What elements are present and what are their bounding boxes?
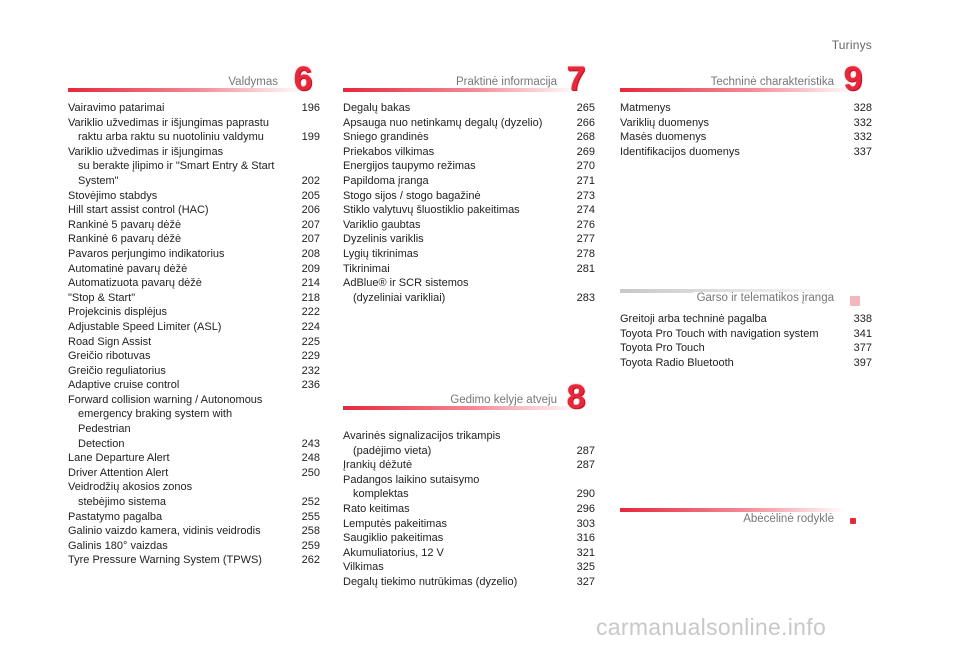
toc-entry[interactable] [68,276,320,291]
toc-entry-title: Lygių tikrinimas [343,247,419,260]
toc-list [343,101,595,305]
toc-entry[interactable] [68,451,320,466]
section-praktine [343,60,595,305]
toc-entry-title: Padangos laikino sutaisymo [343,473,480,486]
toc-entry-page-number: 207 [301,233,320,246]
toc-entry-title: Hill start assist control (HAC) [68,204,209,217]
toc-entry-page-number: 205 [301,189,320,202]
toc-entry[interactable] [343,232,595,247]
toc-entry[interactable] [343,262,595,277]
section-title[interactable]: Gedimo kelyje atveju [446,394,561,406]
toc-entry-page-number: 287 [576,459,595,472]
toc-entry-title: Toyota Pro Touch with navigation system [620,327,819,340]
toc-entry-page-number: 207 [301,218,320,231]
toc-entry-title: Akumuliatorius, 12 V [343,546,444,559]
section-abeceline [620,487,872,525]
toc-entry-page-number: 276 [576,218,595,231]
toc-entry-title: Vilkimas [343,561,384,574]
section-header [620,268,872,302]
toc-entry[interactable] [620,116,872,131]
toc-entry[interactable] [343,218,595,233]
toc-entry-page-number: 236 [301,379,320,392]
toc-entry[interactable] [68,524,320,539]
toc-entry-title-continued: su berakte įlipimo ir "Smart Entry & Start [78,160,275,173]
section-garso [620,268,872,370]
toc-entry-title: Road Sign Assist [68,335,152,348]
toc-entry-title: Energijos taupymo režimas [343,160,476,173]
toc-entry[interactable] [68,232,320,247]
toc-entry-title: Dyzelinis variklis [343,233,424,246]
toc-entry-page-number: 274 [576,204,595,217]
toc-entry-page-number: 214 [301,277,320,290]
section-header [620,60,872,101]
toc-list [620,312,872,370]
toc-entry-title: Veidrodžių akosios zonos [68,481,193,494]
toc-entry-title: Automatizuota pavarų dėžė [68,277,202,290]
toc-entry-title: Stovėjimo stabdys [68,189,158,202]
toc-entry-title: Įrankių dėžutė [343,459,413,472]
toc-entry-title: Saugiklio pakeitimas [343,532,444,545]
toc-entry-page-number: 303 [576,517,595,530]
toc-entry-title: Degalų bakas [343,102,411,114]
toc-entry-title: Rankinė 5 pavarų dėžė [68,218,182,231]
toc-entry-title: Matmenys [620,102,671,114]
toc-entry-page-number: 287 [576,444,595,457]
toc-entry-title: Toyota Radio Bluetooth [620,356,734,369]
toc-entry[interactable] [620,145,872,160]
toc-entry-title: Apsauga nuo netinkamų degalų (dyzelio) [343,116,543,129]
toc-entry-page-number: 328 [853,102,872,114]
toc-entry-title: Priekabos vilkimas [343,145,435,158]
toc-entry-page-number: 327 [576,575,595,588]
toc-entry-page-number: 316 [576,532,595,545]
toc-entry[interactable] [343,116,595,131]
section-title[interactable]: Valdymas [224,76,282,88]
toc-entry[interactable] [343,546,595,561]
toc-entry[interactable] [68,305,320,320]
toc-entry-title: AdBlue® ir SCR sistemos [343,277,469,290]
toc-entry[interactable] [68,466,320,481]
section-title[interactable]: Garso ir telematikos įranga [693,292,838,304]
toc-entry[interactable] [343,429,595,458]
toc-entry-title: Greičio ribotuvas [68,350,151,363]
toc-entry-title: Pastatymo pagalba [68,510,163,523]
toc-entry[interactable] [343,247,595,262]
toc-entry-page-number: 269 [576,145,595,158]
toc-entry-page-number: 296 [576,502,595,515]
watermark: carmanualsonline.info [596,614,827,640]
toc-entry[interactable] [68,378,320,393]
section-title[interactable]: Praktinė informacija [452,76,561,88]
toc-entry-page-number: 321 [576,546,595,559]
section-number-badge[interactable]: 6 [293,60,313,98]
toc-entry-page-number: 268 [576,131,595,144]
toc-entry[interactable] [343,130,595,145]
toc-entry-title: Variklio užvedimas ir išjungimas paprastu [68,116,269,129]
section-number-badge[interactable]: 7 [566,60,586,98]
toc-list [620,101,872,159]
toc-entry-page-number: 258 [301,525,320,538]
toc-entry-title-continued: (dyzeliniai varikliai) [353,291,446,304]
section-divider [620,508,846,512]
toc-entry-title: Lemputės pakeitimas [343,517,447,530]
toc-entry[interactable] [343,174,595,189]
toc-entry[interactable] [343,517,595,532]
toc-entry[interactable] [68,291,320,306]
toc-entry-title: Galinis 180° vaizdas [68,539,168,552]
toc-entry-page-number: 332 [853,116,872,129]
toc-entry[interactable] [68,203,320,218]
toc-entry-title: Galinio vaizdo kamera, vidinis veidrodis [68,525,261,538]
toc-entry-page-number: 341 [853,327,872,340]
toc-entry-title: Projekcinis displėjus [68,306,168,319]
toc-entry-page-number: 225 [301,335,320,348]
toc-entry[interactable] [343,473,595,502]
section-title[interactable]: Abėcėlinė rodyklė [739,513,838,525]
toc-entry[interactable] [68,247,320,262]
toc-entry-page-number: 243 [301,437,320,450]
toc-entry[interactable] [68,553,320,568]
toc-entry-page-number: 250 [301,466,320,479]
toc-entry[interactable] [343,159,595,174]
toc-entry-page-number: 270 [576,160,595,173]
toc-entry-page-number: 278 [576,247,595,260]
section-divider [343,88,579,92]
toc-entry-title: Greičio reguliatorius [68,364,166,377]
toc-entry[interactable] [343,575,595,590]
toc-entry[interactable] [343,203,595,218]
toc-entry-page-number: 199 [301,131,320,144]
section-header [343,378,595,419]
toc-entry-title: Rankinė 6 pavarų dėžė [68,233,182,246]
toc-entry[interactable] [343,101,595,116]
toc-entry[interactable] [620,356,872,371]
toc-entry[interactable] [68,393,320,451]
toc-entry[interactable] [620,130,872,145]
toc-entry-page-number: 338 [853,313,872,325]
section-header [620,487,872,525]
toc-entry-page-number: 206 [301,204,320,217]
toc-entry[interactable] [343,189,595,204]
toc-entry-page-number: 255 [301,510,320,523]
toc-entry-page-number: 224 [301,320,320,333]
toc-entry-page-number: 229 [301,350,320,363]
section-marker-icon [850,296,860,306]
toc-entry[interactable] [68,101,320,116]
toc-entry-title: Automatinė pavarų dėžė [68,262,188,275]
toc-entry[interactable] [68,335,320,350]
toc-entry-title-continued: stebėjimo sistema [78,496,167,509]
toc-entry[interactable] [620,327,872,342]
toc-entry-page-number: 332 [853,131,872,144]
toc-entry[interactable] [68,189,320,204]
toc-entry-title: Stogo sijos / stogo bagažinė [343,189,481,202]
toc-entry-title: Rato keitimas [343,502,410,515]
toc-entry-title-continued: (padėjimo vieta) [353,444,432,457]
toc-entry-page-number: 196 [301,102,320,114]
toc-entry-page-number: 277 [576,233,595,246]
toc-entry[interactable] [620,312,872,327]
toc-entry-page-number: 222 [301,306,320,319]
toc-entry-page-number: 273 [576,189,595,202]
toc-entry-title: Pavaros perjungimo indikatorius [68,247,225,260]
toc-entry-title: Adaptive cruise control [68,379,180,392]
toc-entry-page-number: 290 [576,488,595,501]
section-divider [68,88,304,92]
section-divider [343,406,579,410]
toc-entry-page-number: 248 [301,452,320,465]
section-title[interactable]: Techninė charakteristika [707,76,838,88]
toc-entry-title: Masės duomenys [620,131,707,144]
toc-entry-title: Degalų tiekimo nutrūkimas (dyzelio) [343,575,518,588]
toc-entry-title-continued: komplektas [353,488,409,501]
toc-entry[interactable] [343,458,595,473]
section-valdymas [68,60,320,568]
toc-entry[interactable] [68,116,320,145]
toc-entry-page-number: 266 [576,116,595,129]
toc-entry-title: Driver Attention Alert [68,466,169,479]
toc-entry-title: Vairavimo patarimai [68,102,165,114]
section-marker-icon [850,518,856,524]
toc-entry-page-number: 271 [576,174,595,187]
toc-entry-page-number: 262 [301,554,320,567]
toc-entry-page-number: 397 [853,356,872,369]
section-number-badge[interactable]: 9 [843,60,863,98]
section-divider [620,88,856,92]
toc-entry[interactable] [68,218,320,233]
toc-entry-page-number: 377 [853,342,872,355]
toc-entry-page-number: 325 [576,561,595,574]
toc-entry-title: Tyre Pressure Warning System (TPWS) [68,554,262,567]
toc-entry-title: Greitoji arba techninė pagalba [620,313,767,325]
toc-entry[interactable] [68,510,320,525]
toc-entry[interactable] [620,341,872,356]
toc-entry-title: "Stop & Start" [68,291,136,304]
toc-entry[interactable] [68,320,320,335]
toc-entry[interactable] [343,276,595,305]
toc-entry-title: Stiklo valytuvų šluostiklio pakeitimas [343,204,520,217]
toc-entry[interactable] [620,101,872,116]
toc-entry-page-number: 281 [576,262,595,275]
toc-entry-title: Variklio gaubtas [343,218,421,231]
toc-entry[interactable] [68,364,320,379]
toc-entry-title: Variklių duomenys [620,116,710,129]
section-number-badge[interactable]: 8 [566,378,586,416]
toc-entry-page-number: 209 [301,262,320,275]
toc-entry[interactable] [68,480,320,509]
toc-entry-title: Toyota Pro Touch [620,342,705,355]
toc-entry-title: Adjustable Speed Limiter (ASL) [68,320,222,333]
toc-entry-title: Forward collision warning / Autonomous [68,393,263,406]
toc-entry-title: Lane Departure Alert [68,452,170,465]
page-header-title: Turinys [831,38,872,52]
toc-entry-title: Sniego grandinės [343,131,429,144]
toc-entry[interactable] [68,349,320,364]
toc-entry-page-number: 218 [301,291,320,304]
section-header [343,60,595,101]
toc-entry-title-continued: System" [78,174,119,187]
toc-entry-title: Variklio užvedimas ir išjungimas [68,145,224,158]
toc-entry-title-continued: emergency braking system with Pedestrian [78,408,233,436]
toc-entry-title: Tikrinimai [343,262,390,275]
toc-entry-title-continued: raktu arba raktu su nuotoliniu valdymu [78,131,264,144]
toc-entry[interactable] [68,145,320,189]
toc-list [343,429,595,590]
section-gedimo [343,378,595,590]
toc-entry-title: Identifikacijos duomenys [620,145,740,158]
toc-entry-page-number: 232 [301,364,320,377]
toc-entry-title: Papildoma įranga [343,174,429,187]
toc-entry-title-continued: Detection [78,437,125,450]
toc-entry-page-number: 259 [301,539,320,552]
toc-entry[interactable] [343,502,595,517]
toc-entry[interactable] [343,560,595,575]
toc-entry[interactable] [343,145,595,160]
toc-entry-page-number: 208 [301,247,320,260]
toc-entry[interactable] [68,262,320,277]
toc-entry-page-number: 283 [576,291,595,304]
toc-entry-page-number: 337 [853,145,872,158]
toc-entry-page-number: 265 [576,102,595,114]
toc-entry-title: Avarinės signalizacijos trikampis [343,430,501,442]
toc-entry[interactable] [68,539,320,554]
section-header [68,60,320,101]
toc-entry[interactable] [343,531,595,546]
section-technine [620,60,872,159]
toc-list [68,101,320,568]
toc-entry-page-number: 252 [301,496,320,509]
toc-entry-page-number: 202 [301,174,320,187]
